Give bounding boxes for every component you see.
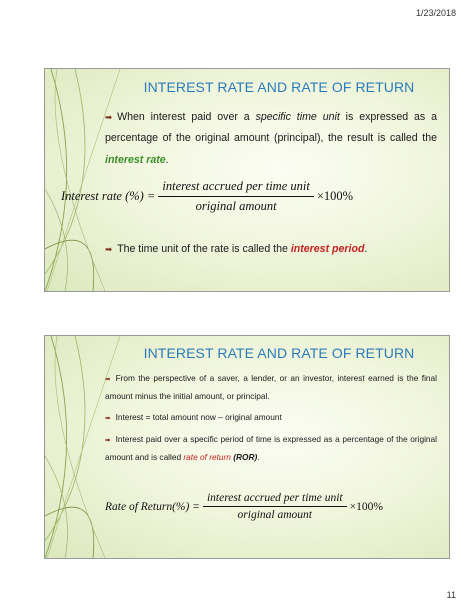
slide-1-body (105, 107, 437, 171)
slide-1-body-bottom (105, 239, 437, 260)
slide-1-title: INTEREST RATE AND RATE OF RETURN (143, 79, 415, 95)
formula-numerator: interest accrued per time unit (203, 492, 347, 507)
slide-2-body (105, 370, 437, 466)
arrow-bullet-icon: ➡ (105, 415, 111, 422)
term-interest-period: interest period (290, 243, 365, 255)
formula-denominator: original amount (237, 509, 312, 521)
slide-2-paragraph-interest-equation: ➡ Interest = total amount now – original amount (105, 409, 437, 427)
slide-2-paragraph-rate-of-return: ➡ Interest paid over a specific period of time is expressed as a percentage of the original amount and is called rate of return (ROR). (105, 434, 437, 462)
formula-fraction (203, 492, 347, 521)
slide-2-paragraph-saver-perspective: ➡ From the perspective of a saver, a lender, or an investor, interest earned is the final amount minus the initial amount, or principal. (105, 373, 437, 401)
term-interest-rate: interest rate (105, 153, 166, 166)
formula-lhs: Interest rate (%) = (61, 189, 156, 203)
arrow-bullet-icon: ➡ (105, 112, 113, 122)
formula-multiplier: ×100% (349, 500, 383, 513)
arrow-bullet-icon: ➡ (105, 244, 113, 254)
slide-2-title: INTEREST RATE AND RATE OF RETURN (143, 345, 415, 361)
arrow-bullet-icon: ➡ (105, 376, 111, 383)
formula-multiplier: ×100% (316, 189, 354, 203)
arrow-bullet-icon: ➡ (105, 437, 111, 444)
rate-of-return-formula (105, 492, 383, 521)
slide-1-paragraph-interest-period: ➡ The time unit of the rate is called the interest period. (105, 239, 437, 260)
interest-rate-formula (61, 179, 353, 214)
print-date: 1/23/2018 (415, 8, 456, 18)
formula-lhs: Rate of Return(%) = (105, 500, 200, 513)
formula-fraction (158, 179, 313, 214)
slide-1-paragraph-interest-rate: ➡ When interest paid over a specific time unit is expressed as a percentage of the original amount (principal), the result is called the interest rate. (105, 107, 437, 171)
page-number: 11 (446, 590, 456, 600)
slide-2 (44, 335, 450, 559)
formula-numerator: interest accrued per time unit (158, 179, 313, 197)
term-ror: (ROR) (233, 452, 258, 462)
formula-denominator: original amount (195, 199, 277, 213)
slide-1 (44, 68, 450, 292)
term-rate-of-return: rate of return (183, 452, 231, 462)
